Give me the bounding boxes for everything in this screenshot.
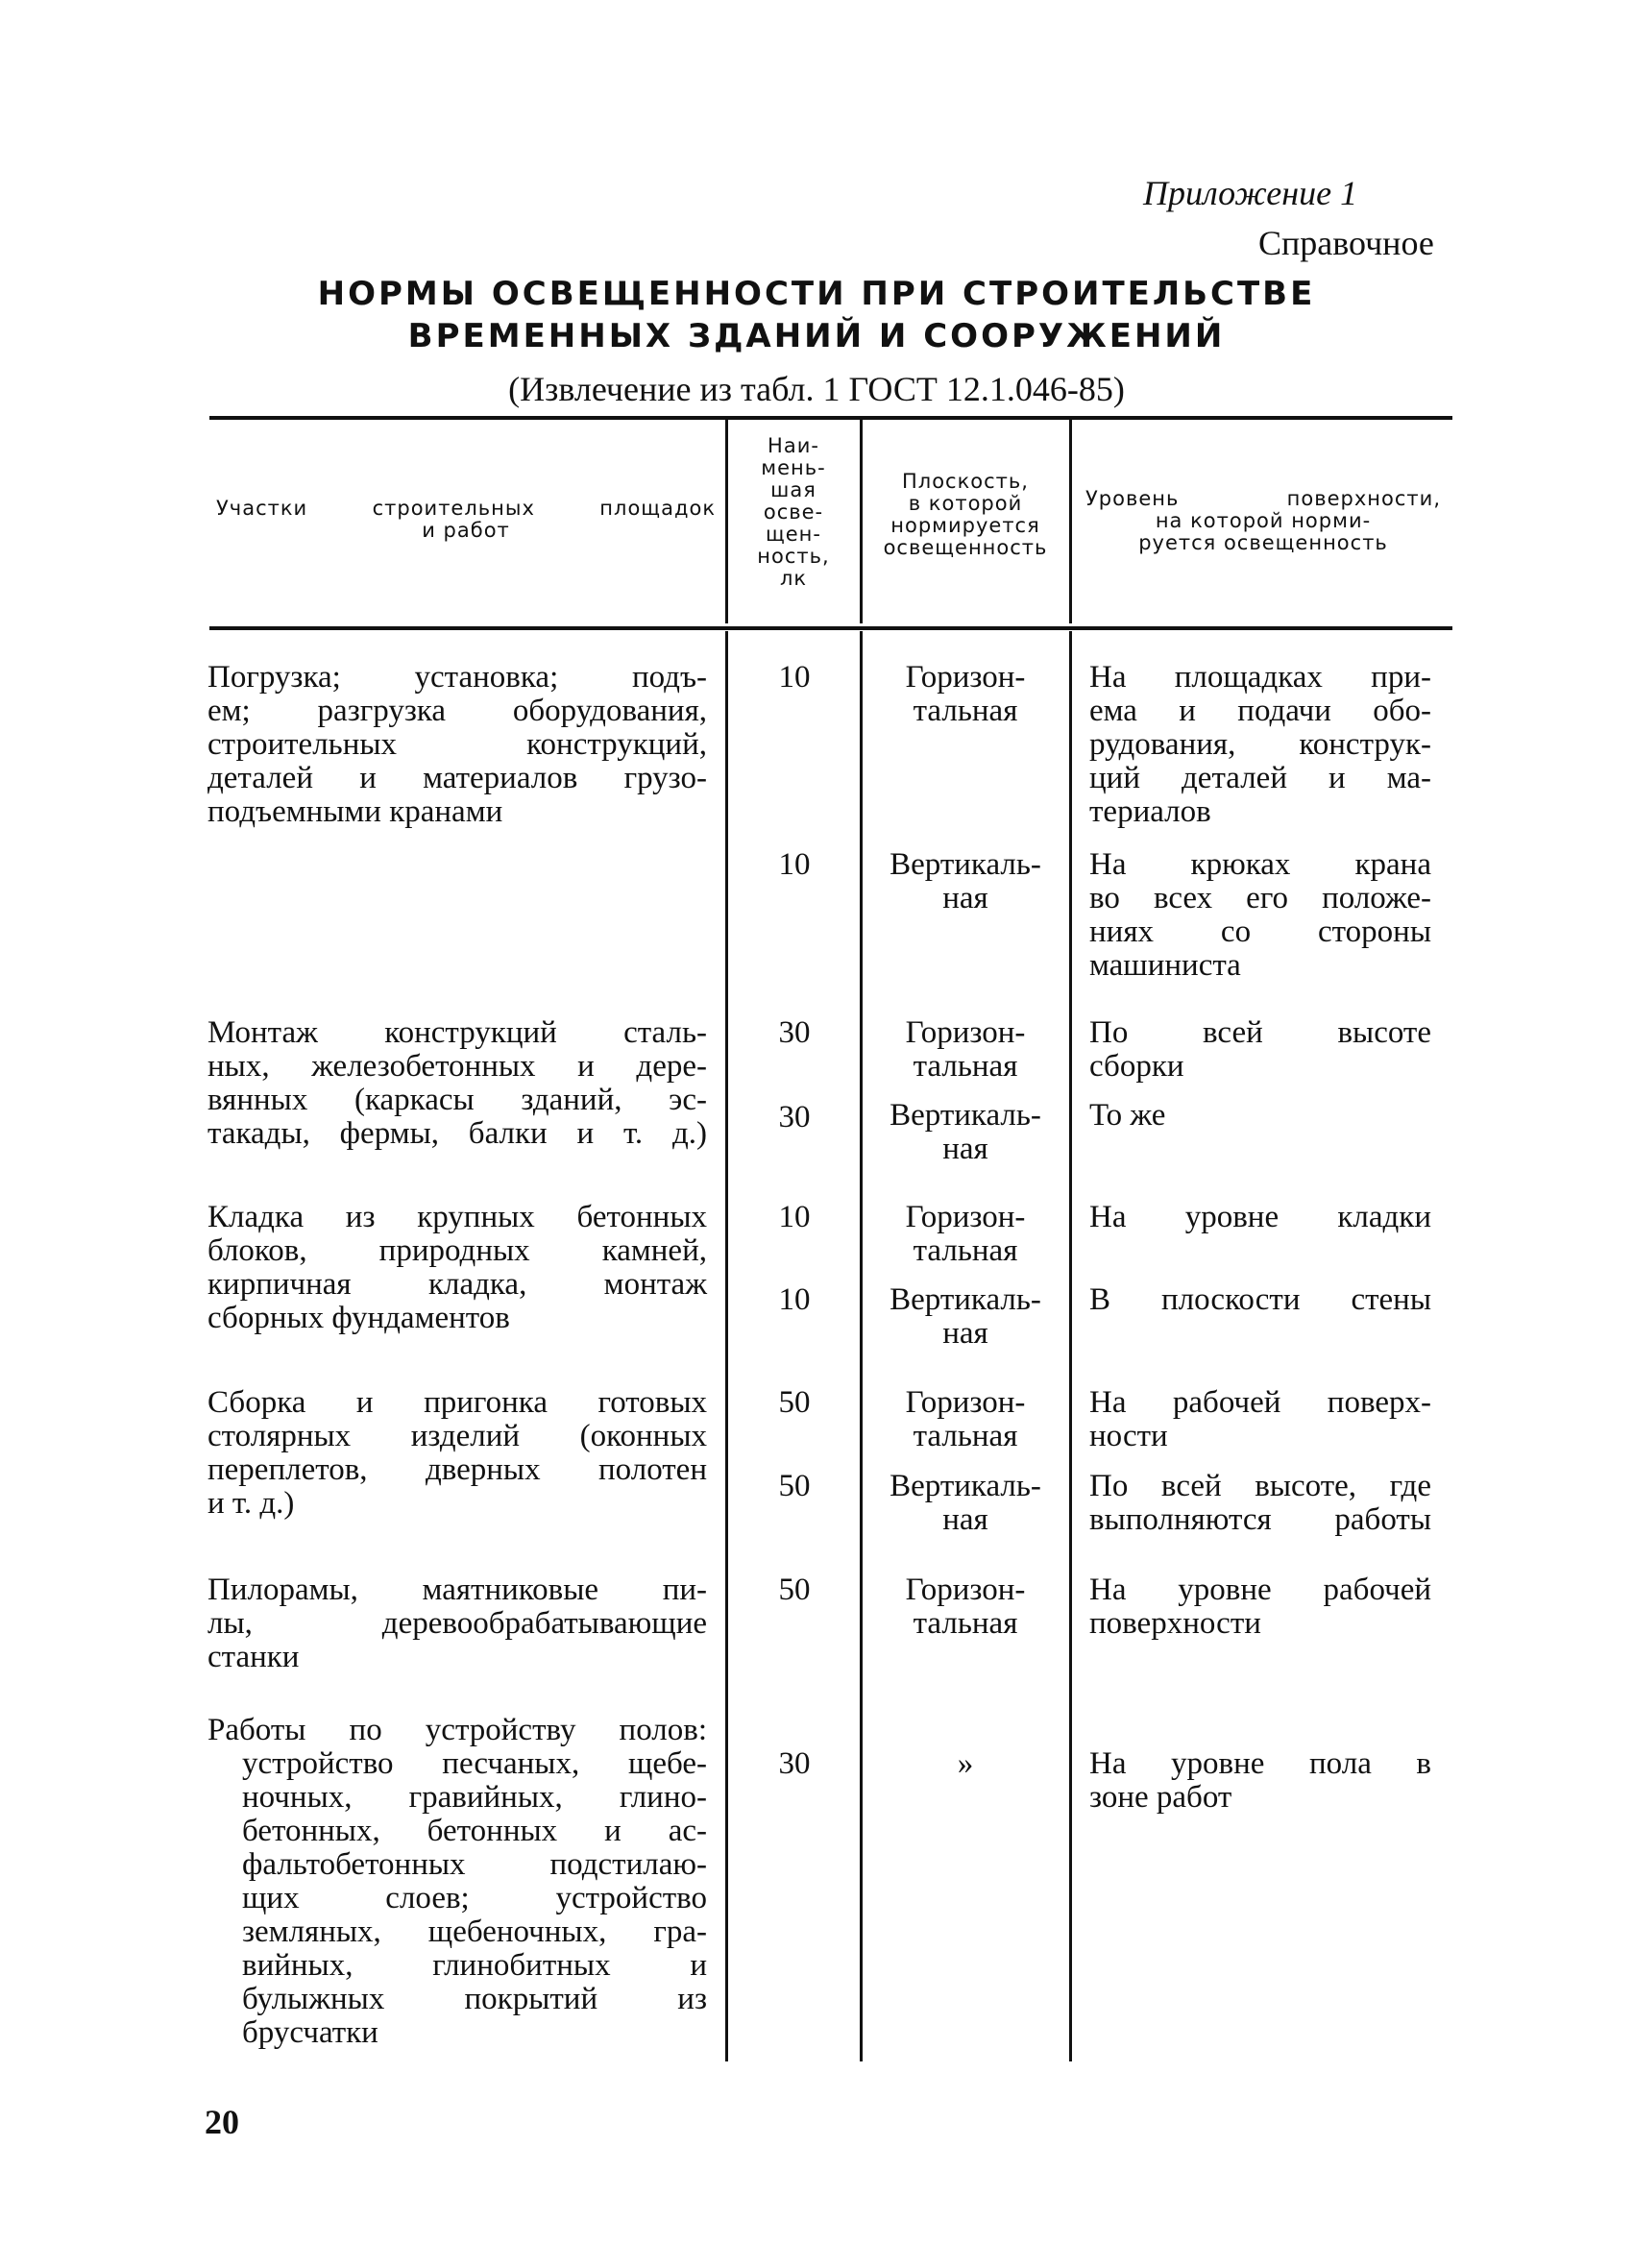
illuminance-value: 50 — [778, 1385, 811, 1420]
row-area-line: ных, железобетонных и дере- — [207, 1049, 707, 1084]
plane-line: тальная — [913, 1606, 1018, 1641]
document-title-line-1: НОРМЫ ОСВЕЩЕННОСТИ ПРИ СТРОИТЕЛЬСТВЕ — [317, 275, 1316, 313]
plane-value — [865, 1016, 1066, 1084]
plane-line: ная — [942, 1316, 988, 1351]
illuminance-value: 30 — [778, 1100, 811, 1134]
level-line: По всей высоте — [1089, 1015, 1431, 1050]
plane-line: Вертикаль- — [890, 1098, 1041, 1133]
document-title-line-2: ВРЕМЕННЫХ ЗДАНИЙ И СООРУЖЕНИЙ — [407, 317, 1226, 355]
column-header-line: Уровень поверхности, — [1085, 487, 1441, 510]
row-area-line: Пилорамы, маятниковые пи- — [207, 1573, 707, 1607]
surface-level-value — [1089, 848, 1431, 983]
row-area-line: булыжных покрытий из — [242, 1982, 707, 2016]
row-area-line: сборных фундаментов — [207, 1301, 510, 1335]
surface-level-value — [1089, 1283, 1431, 1317]
column-divider — [725, 631, 728, 2061]
column-header-level — [1085, 488, 1441, 554]
level-line: На площадках при- — [1089, 660, 1431, 695]
illuminance-value: 10 — [778, 1282, 811, 1317]
plane-line: Горизон- — [905, 1573, 1026, 1607]
surface-level-value — [1089, 1747, 1431, 1815]
table-header-rule — [209, 626, 1452, 630]
level-line: во всех его положе- — [1089, 881, 1431, 915]
row-area-line: строительных конструкций, — [207, 727, 707, 762]
surface-level-value — [1089, 661, 1431, 829]
plane-line: тальная — [913, 694, 1018, 728]
plane-line: ная — [942, 881, 988, 915]
row-area — [207, 1573, 707, 1674]
plane-value — [865, 1201, 1066, 1268]
level-line: выполняются работы — [1089, 1502, 1431, 1537]
plane-line: Горизон- — [905, 1015, 1026, 1050]
column-divider — [1069, 631, 1072, 2061]
row-area-line: и т. д.) — [207, 1486, 295, 1521]
level-line: машиниста — [1089, 948, 1241, 983]
level-line: На крюках крана — [1089, 847, 1431, 882]
row-area-line: вийных, глинобитных и — [242, 1948, 707, 1983]
illuminance-value: 10 — [778, 660, 811, 695]
level-line: поверхности — [1089, 1606, 1261, 1641]
plane-line: ная — [942, 1502, 988, 1537]
surface-level-value — [1089, 1099, 1431, 1133]
row-area-line: Кладка из крупных бетонных — [207, 1200, 707, 1234]
column-header-line: ность, — [757, 545, 830, 568]
column-header-line: шая — [770, 478, 816, 501]
column-header-line: нормируется — [890, 514, 1040, 537]
row-area-line: Работы по устройству полов: — [207, 1713, 707, 1747]
plane-line: Горизон- — [905, 1385, 1026, 1420]
row-area-line: кирпичная кладка, монтаж — [207, 1267, 707, 1302]
column-header-line: мень- — [761, 456, 826, 479]
row-area-line: устройство песчаных, щебе- — [242, 1746, 707, 1781]
plane-value — [865, 661, 1066, 728]
row-area-line: Сборка и пригонка готовых — [207, 1385, 707, 1420]
illuminance-value: 30 — [778, 1746, 811, 1781]
level-line: ций деталей и ма- — [1089, 761, 1431, 795]
level-line: На уровне кладки — [1089, 1200, 1431, 1234]
level-line: На рабочей поверх- — [1089, 1385, 1431, 1420]
column-divider — [1069, 420, 1072, 623]
table-top-rule — [209, 416, 1452, 420]
illuminance-value: 10 — [778, 1200, 811, 1234]
reference-label: Справочное — [1258, 224, 1434, 262]
column-header-line: щен- — [765, 523, 821, 546]
row-area-line: Погрузка; установка; подъ- — [207, 660, 707, 695]
level-line: рудования, конструк- — [1089, 727, 1431, 762]
row-area-line: брусчатки — [242, 2015, 378, 2050]
column-header-line: Плоскость, — [902, 470, 1029, 493]
level-line: териалов — [1089, 794, 1211, 829]
column-divider — [860, 631, 863, 2061]
plane-line: » — [957, 1746, 974, 1781]
row-area-line: станки — [207, 1640, 300, 1674]
level-line: На уровне пола в — [1089, 1746, 1431, 1781]
level-line: зоне работ — [1089, 1780, 1232, 1815]
column-header-line: и работ — [422, 519, 510, 542]
row-area — [207, 1714, 707, 2050]
row-area-line: ем; разгрузка оборудования, — [207, 694, 707, 728]
plane-line: Вертикаль- — [890, 1282, 1041, 1317]
row-area — [207, 1386, 707, 1521]
column-header-line: в которой — [908, 492, 1023, 515]
illuminance-value: 10 — [778, 847, 811, 882]
row-area-line: деталей и материалов грузо- — [207, 761, 707, 795]
illuminance-value: 50 — [778, 1469, 811, 1503]
row-area-line: ночных, гравийных, глино- — [242, 1780, 707, 1815]
row-area — [207, 1201, 707, 1335]
column-header-line: на которой норми- — [1155, 509, 1372, 532]
level-line: По всей высоте, где — [1089, 1469, 1431, 1503]
row-area — [207, 661, 707, 829]
row-area-line: блоков, природных камней, — [207, 1233, 707, 1268]
plane-line: ная — [942, 1132, 988, 1166]
plane-value — [865, 848, 1066, 915]
row-area-line: бетонных, бетонных и ас- — [242, 1814, 707, 1848]
column-header-areas — [216, 498, 716, 542]
column-header-illuminance — [728, 435, 859, 590]
row-area-line: столярных изделий (оконных — [207, 1419, 707, 1453]
level-line: сборки — [1089, 1049, 1184, 1084]
column-header-line: Наи- — [768, 434, 819, 457]
row-area-line: щих слоев; устройство — [242, 1881, 707, 1915]
appendix-label: Приложение 1 — [1143, 174, 1358, 212]
row-area-line: подъемными кранами — [207, 794, 503, 829]
row-area-line: переплетов, дверных полотен — [207, 1452, 707, 1487]
level-line: В плоскости стены — [1089, 1282, 1431, 1317]
illuminance-value: 30 — [778, 1015, 811, 1050]
column-header-plane — [863, 471, 1068, 559]
plane-value — [865, 1099, 1066, 1166]
plane-line: тальная — [913, 1419, 1018, 1453]
column-header-line: освещенность — [883, 536, 1048, 559]
column-header-line: осве- — [763, 500, 824, 524]
plane-value — [865, 1283, 1066, 1351]
plane-value — [865, 1470, 1066, 1537]
column-header-line: руется освещенность — [1138, 531, 1388, 554]
level-line: ема и подачи обо- — [1089, 694, 1431, 728]
level-line: То же — [1089, 1098, 1166, 1133]
plane-line: Горизон- — [905, 660, 1026, 695]
surface-level-value — [1089, 1201, 1431, 1234]
row-area-line: Монтаж конструкций сталь- — [207, 1015, 707, 1050]
surface-level-value — [1089, 1016, 1431, 1084]
plane-line: Вертикаль- — [890, 1469, 1041, 1503]
plane-line: тальная — [913, 1233, 1018, 1268]
page-number: 20 — [205, 2103, 239, 2141]
surface-level-value — [1089, 1573, 1431, 1641]
row-area-line: фальтобетонных подстилаю- — [242, 1847, 707, 1882]
column-header-line: лк — [779, 567, 808, 590]
column-header-line: Участки строительных площадок — [216, 497, 716, 520]
level-line: ниях со стороны — [1089, 915, 1431, 949]
row-area-line: земляных, щебеночных, гра- — [242, 1914, 707, 1949]
plane-value — [865, 1573, 1066, 1641]
illuminance-value: 50 — [778, 1573, 811, 1607]
row-area-line: такады, фермы, балки и т. д.) — [207, 1116, 707, 1151]
row-area — [207, 1016, 707, 1151]
level-line: На уровне рабочей — [1089, 1573, 1431, 1607]
row-area-line: лы, деревообрабатывающие — [207, 1606, 707, 1641]
surface-level-value — [1089, 1470, 1431, 1537]
plane-value — [865, 1747, 1066, 1781]
plane-line: тальная — [913, 1049, 1018, 1084]
surface-level-value — [1089, 1386, 1431, 1453]
plane-value — [865, 1386, 1066, 1453]
level-line: ности — [1089, 1419, 1168, 1453]
source-note: (Извлечение из табл. 1 ГОСТ 12.1.046-85) — [508, 370, 1125, 408]
plane-line: Горизон- — [905, 1200, 1026, 1234]
row-area-line: вянных (каркасы зданий, эс- — [207, 1083, 707, 1117]
plane-line: Вертикаль- — [890, 847, 1041, 882]
